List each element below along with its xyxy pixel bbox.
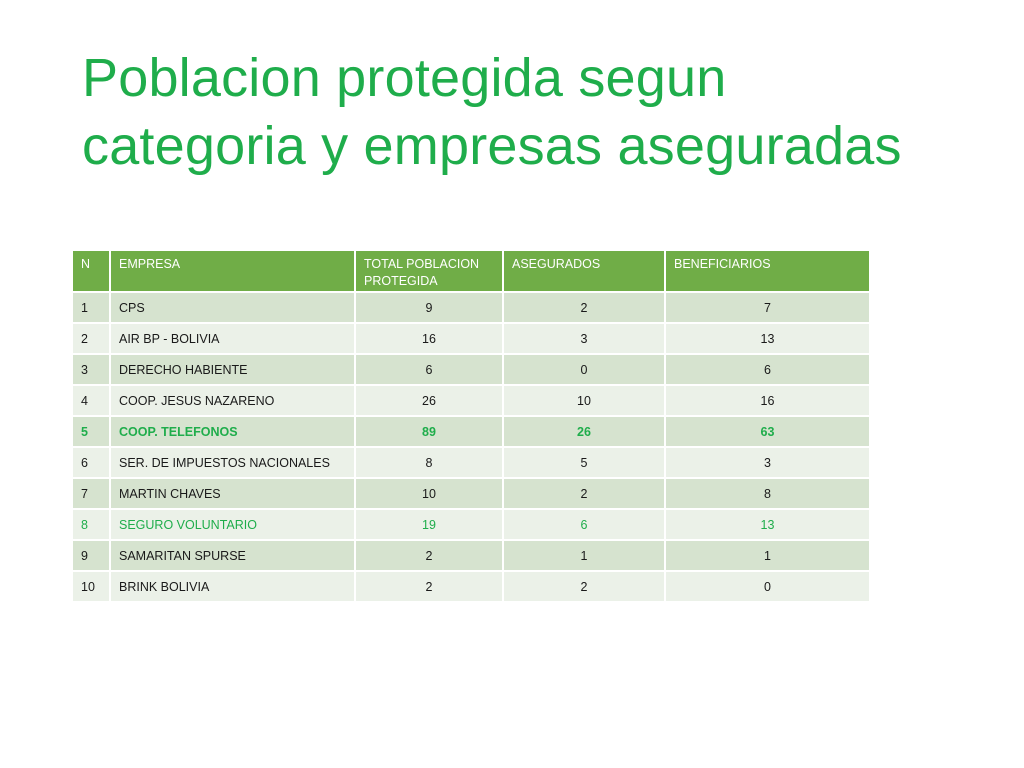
table-row	[72, 447, 870, 478]
cell-n: 10	[72, 571, 110, 602]
cell-n: 1	[72, 292, 110, 323]
cell-total: 6	[355, 354, 503, 385]
slide-title-line-2: categoria y empresas aseguradas	[82, 116, 902, 176]
cell-total: 16	[355, 323, 503, 354]
cell-empresa: CPS	[110, 292, 355, 323]
table-row	[72, 292, 870, 323]
cell-beneficiarios: 8	[665, 478, 870, 509]
table-row	[72, 354, 870, 385]
cell-n: 8	[72, 509, 110, 540]
cell-asegurados: 5	[503, 447, 665, 478]
cell-beneficiarios: 63	[665, 416, 870, 447]
table-row	[72, 385, 870, 416]
cell-empresa: COOP. TELEFONOS	[110, 416, 355, 447]
cell-beneficiarios: 16	[665, 385, 870, 416]
table-row	[72, 540, 870, 571]
cell-total: 2	[355, 571, 503, 602]
cell-asegurados: 2	[503, 478, 665, 509]
cell-empresa: MARTIN CHAVES	[110, 478, 355, 509]
cell-n: 2	[72, 323, 110, 354]
cell-asegurados: 10	[503, 385, 665, 416]
table-row	[72, 478, 870, 509]
cell-empresa: DERECHO HABIENTE	[110, 354, 355, 385]
cell-total: 2	[355, 540, 503, 571]
table-header-row	[72, 250, 870, 292]
cell-total: 19	[355, 509, 503, 540]
cell-total: 89	[355, 416, 503, 447]
header-empresa: EMPRESA	[110, 250, 355, 292]
cell-empresa: SAMARITAN SPURSE	[110, 540, 355, 571]
cell-asegurados: 2	[503, 571, 665, 602]
cell-beneficiarios: 3	[665, 447, 870, 478]
table-row	[72, 323, 870, 354]
cell-n: 9	[72, 540, 110, 571]
cell-asegurados: 0	[503, 354, 665, 385]
header-total-line-1: TOTAL POBLACION	[364, 257, 480, 271]
header-asegurados: ASEGURADOS	[503, 250, 665, 292]
header-total	[355, 250, 503, 292]
cell-n: 5	[72, 416, 110, 447]
header-n: N	[72, 250, 110, 292]
cell-asegurados: 1	[503, 540, 665, 571]
cell-total: 8	[355, 447, 503, 478]
table-row-highlighted	[72, 509, 870, 540]
cell-n: 4	[72, 385, 110, 416]
slide-title-line-1: Poblacion protegida segun	[82, 48, 727, 108]
cell-empresa: BRINK BOLIVIA	[110, 571, 355, 602]
table-row-highlighted	[72, 416, 870, 447]
cell-beneficiarios: 13	[665, 509, 870, 540]
cell-beneficiarios: 13	[665, 323, 870, 354]
cell-n: 6	[72, 447, 110, 478]
cell-beneficiarios: 6	[665, 354, 870, 385]
cell-asegurados: 6	[503, 509, 665, 540]
population-table	[71, 249, 871, 603]
cell-beneficiarios: 7	[665, 292, 870, 323]
cell-total: 26	[355, 385, 503, 416]
cell-total: 9	[355, 292, 503, 323]
table-row	[72, 571, 870, 602]
cell-empresa: AIR BP - BOLIVIA	[110, 323, 355, 354]
cell-asegurados: 3	[503, 323, 665, 354]
cell-empresa: COOP. JESUS NAZARENO	[110, 385, 355, 416]
cell-asegurados: 2	[503, 292, 665, 323]
cell-beneficiarios: 0	[665, 571, 870, 602]
cell-n: 3	[72, 354, 110, 385]
cell-total: 10	[355, 478, 503, 509]
cell-n: 7	[72, 478, 110, 509]
cell-asegurados: 26	[503, 416, 665, 447]
header-total-line-2: PROTEGIDA	[364, 274, 438, 288]
cell-empresa: SEGURO VOLUNTARIO	[110, 509, 355, 540]
cell-beneficiarios: 1	[665, 540, 870, 571]
cell-empresa: SER. DE IMPUESTOS NACIONALES	[110, 447, 355, 478]
header-beneficiarios: BENEFICIARIOS	[665, 250, 870, 292]
slide-title	[82, 44, 982, 180]
